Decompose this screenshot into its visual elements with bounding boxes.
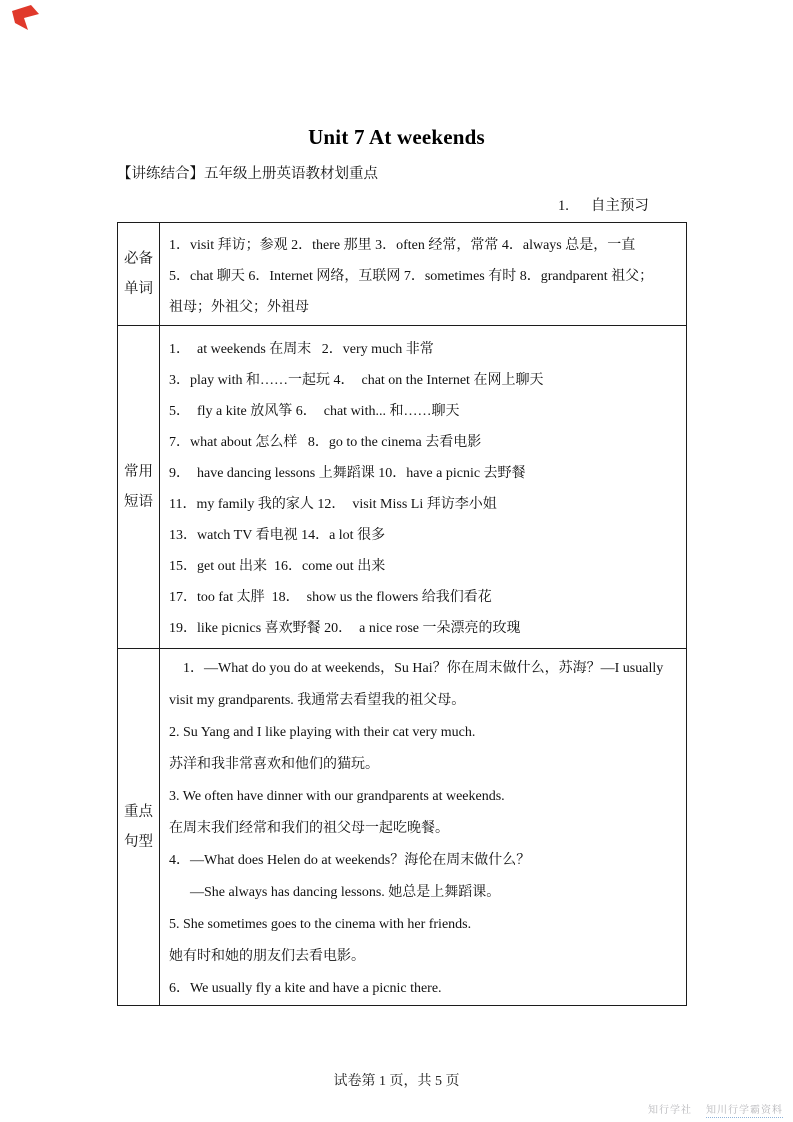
common-phrases-content — [160, 326, 687, 649]
text-line: 13．watch TV 看电视 14．a lot 很多 — [169, 528, 386, 543]
table-row-essential-words — [118, 223, 687, 326]
text-line: —She always has dancing lessons. 她总是上舞蹈课。 — [169, 885, 501, 900]
page-footer: 试卷第 1 页，共 5 页 — [333, 1074, 460, 1089]
table-row-common-phrases — [118, 326, 687, 649]
text-line: 4．—What does Helen do at weekends？海伦在周末做什么？ — [169, 853, 531, 868]
text-line: 6．We usually fly a kite and have a picnic there. — [169, 981, 442, 996]
text-line: 19．like picnics 喜欢野餐 20． a nice rose 一朵漂亮的玫瑰 — [169, 621, 521, 636]
page-title: Unit 7 At weekends — [308, 125, 485, 149]
text-line: 她有时和她的朋友们去看电影。 — [169, 949, 365, 964]
subtitle: 【讲练结合】五年级上册英语教材划重点 — [117, 166, 378, 182]
key-sentences-content — [160, 649, 687, 1006]
row-label-line: 重点 — [124, 804, 153, 820]
section-heading — [558, 194, 649, 215]
text-line: 3．play with 和……一起玩 4． chat on the Internet 在网上聊天 — [169, 373, 544, 388]
row-label-line: 句型 — [124, 834, 153, 850]
text-line: 7．what about 怎么样 8．go to the cinema 去看电影 — [169, 435, 482, 450]
study-notes-table — [117, 222, 687, 1006]
section-number: 1. — [558, 198, 569, 214]
text-line: 2. Su Yang and I like playing with their cat very much. — [169, 725, 476, 740]
watermark-text-1: 知行学社 — [648, 1105, 692, 1116]
text-line: 1．visit 拜访；参观 2．there 那里 3．often 经常，常常 4．always 总是，一直 — [169, 237, 636, 253]
text-line: 9． have dancing lessons 上舞蹈课 10．have a picnic 去野餐 — [169, 466, 526, 481]
table-row-key-sentences — [118, 649, 687, 1006]
text-line: 苏洋和我非常喜欢和他们的猫玩。 — [169, 757, 379, 772]
text-line: 5． fly a kite 放风筝 6． chat with... 和……聊天 — [169, 404, 460, 419]
text-line: 5．chat 聊天 6．Internet 网络，互联网 7．sometimes 有时 8．grandparent 祖父； — [169, 268, 654, 284]
text-line: visit my grandparents. 我通常去看望我的祖父母。 — [169, 693, 466, 708]
row-label-line: 必备 — [124, 251, 153, 267]
essential-words-content — [160, 223, 687, 326]
text-line: 5. She sometimes goes to the cinema with her friends. — [169, 917, 472, 932]
row-label-line: 常用 — [124, 464, 153, 480]
row-label-line: 短语 — [124, 494, 153, 510]
row-label-key-sentences — [118, 649, 160, 1006]
text-line: 在周末我们经常和我们的祖父母一起吃晚餐。 — [169, 821, 449, 836]
section-title: 自主预习 — [590, 198, 649, 214]
text-line: 1．—What do you do at weekends，Su Hai？你在周末做什么，苏海？—I usually — [169, 661, 664, 676]
watermark — [648, 1101, 783, 1116]
row-label-common-phrases — [118, 326, 160, 649]
corner-red-mark-icon — [12, 5, 39, 30]
text-line: 17．too fat 太胖 18． show us the flowers 给我们看花 — [169, 590, 492, 605]
row-label-essential-words — [118, 223, 160, 326]
text-line: 3. We often have dinner with our grandparents at weekends. — [169, 789, 505, 804]
text-line: 11．my family 我的家人 12． visit Miss Li 拜访李小姐 — [169, 497, 497, 512]
text-line: 15．get out 出来 16．come out 出来 — [169, 559, 386, 574]
text-line: 祖母；外祖父；外祖母 — [169, 299, 309, 315]
watermark-text-2: 知川行学霸资料 — [706, 1105, 783, 1116]
row-label-line: 单词 — [124, 281, 153, 297]
text-line: 1． at weekends 在周末 2．very much 非常 — [169, 342, 434, 357]
